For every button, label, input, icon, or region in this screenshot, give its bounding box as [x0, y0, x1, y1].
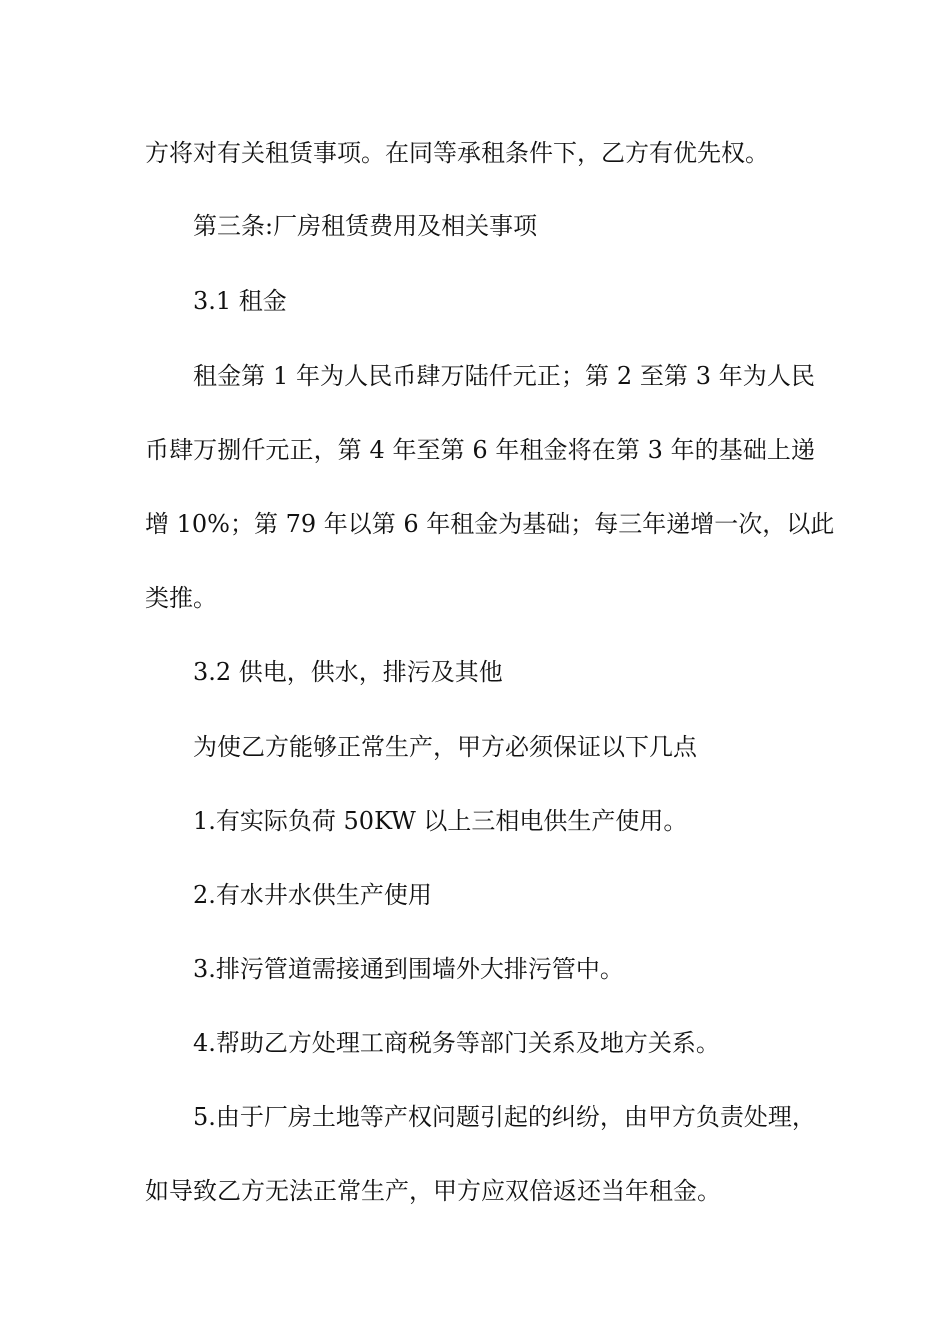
list-item-1: 1.有实际负荷 50KW 以上三相电供生产使用。: [193, 807, 688, 835]
list-item-5-line-1: 5.由于厂房土地等产权问题引起的纠纷，由甲方负责处理，: [193, 1103, 816, 1131]
list-item-2: 2.有水井水供生产使用: [193, 881, 432, 909]
text-line-1: 方将对有关租赁事项。在同等承租条件下，乙方有优先权。: [145, 139, 769, 167]
text-line-rent-4: 类推。: [145, 584, 217, 612]
list-item-4: 4.帮助乙方处理工商税务等部门关系及地方关系。: [193, 1029, 720, 1057]
list-item-3: 3.排污管道需接通到围墙外大排污管中。: [193, 955, 624, 983]
list-item-5-line-2: 如导致乙方无法正常生产，甲方应双倍返还当年租金。: [145, 1177, 721, 1205]
text-line-rent-1: 租金第 1 年为人民币肆万陆仟元正；第 2 至第 3 年为人民: [193, 362, 815, 390]
subsection-heading-3-1: 3.1 租金: [193, 287, 287, 315]
text-line-rent-3: 增 10%；第 79 年以第 6 年租金为基础；每三年递增一次，以此: [145, 510, 835, 538]
text-line-guarantee-intro: 为使乙方能够正常生产，甲方必须保证以下几点: [193, 733, 697, 761]
subsection-heading-3-2: 3.2 供电，供水，排污及其他: [193, 658, 503, 686]
text-line-rent-2: 币肆万捌仟元正，第 4 年至第 6 年租金将在第 3 年的基础上递: [145, 436, 815, 464]
section-heading-article-3: 第三条:厂房租赁费用及相关事项: [193, 212, 538, 240]
